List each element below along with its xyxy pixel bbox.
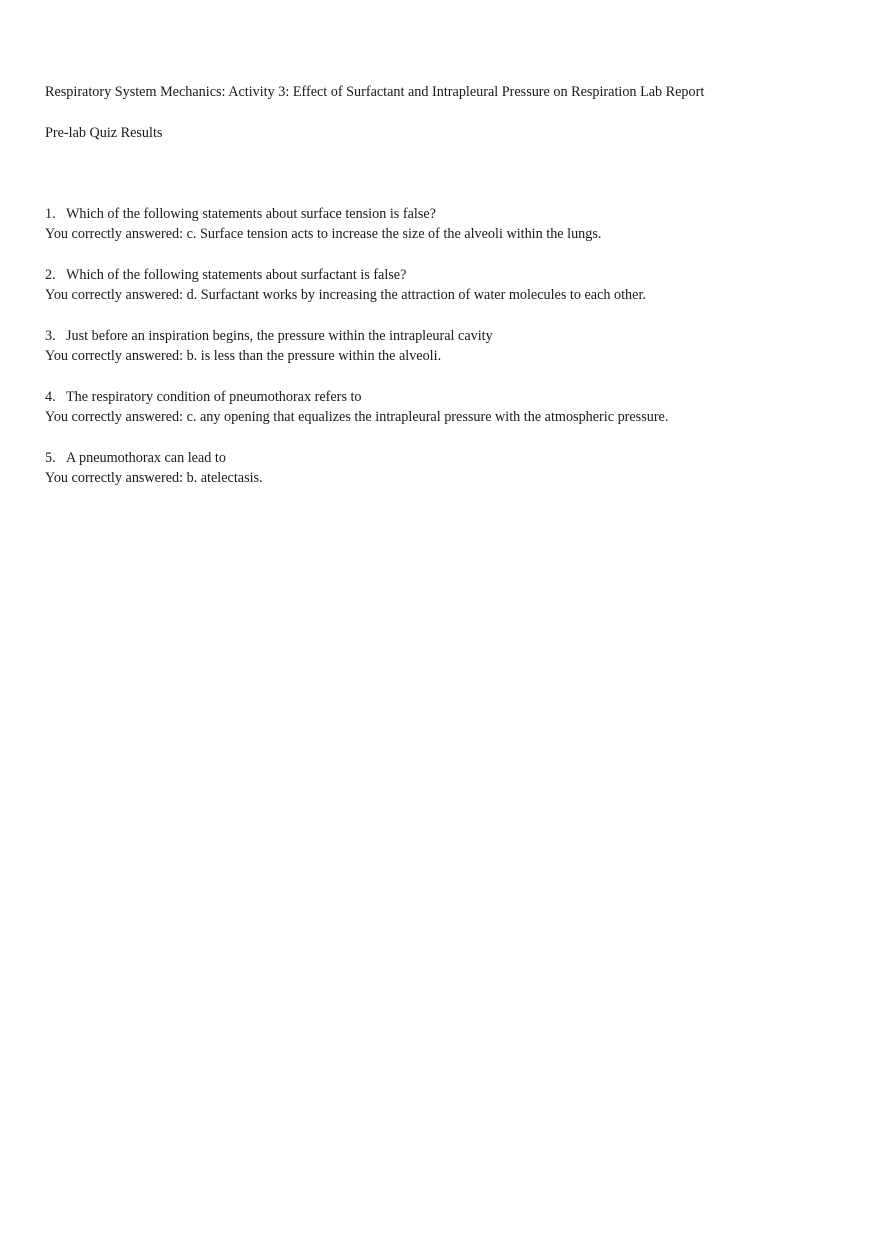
question-line xyxy=(45,326,865,346)
question-line xyxy=(45,265,865,285)
question-number: 3. xyxy=(45,328,56,344)
question-number: 5. xyxy=(45,450,56,466)
question-number: 1. xyxy=(45,206,56,222)
quiz-question-list xyxy=(45,204,865,488)
section-subtitle: Pre-lab Quiz Results xyxy=(45,125,163,141)
quiz-question-3 xyxy=(45,326,865,366)
document-page xyxy=(45,82,865,509)
answer-text: You correctly answered: b. atelectasis. xyxy=(45,470,263,486)
quiz-question-5 xyxy=(45,448,865,488)
question-number: 2. xyxy=(45,267,56,283)
question-text: Which of the following statements about surface tension is false? xyxy=(66,206,436,222)
question-number: 4. xyxy=(45,389,56,405)
answer-text: You correctly answered: c. any opening that equalizes the intrapleural pressure with the atmospheric pressure. xyxy=(45,409,669,425)
answer-text: You correctly answered: b. is less than the pressure within the alveoli. xyxy=(45,348,442,364)
question-line xyxy=(45,448,865,468)
question-text: Which of the following statements about surfactant is false? xyxy=(66,267,407,283)
question-text: The respiratory condition of pneumothorax refers to xyxy=(66,389,362,405)
answer-text: You correctly answered: d. Surfactant works by increasing the attraction of water molecules to each other. xyxy=(45,287,646,303)
question-line xyxy=(45,204,865,224)
quiz-question-4 xyxy=(45,387,865,427)
question-text: A pneumothorax can lead to xyxy=(66,450,226,466)
answer-text: You correctly answered: c. Surface tension acts to increase the size of the alveoli within the lungs. xyxy=(45,226,602,242)
question-text: Just before an inspiration begins, the pressure within the intrapleural cavity xyxy=(66,328,493,344)
question-line xyxy=(45,387,865,407)
quiz-question-1 xyxy=(45,204,865,244)
quiz-question-2 xyxy=(45,265,865,305)
document-title: Respiratory System Mechanics: Activity 3: Effect of Surfactant and Intrapleural Pressure on Respiration Lab Report xyxy=(45,84,705,100)
